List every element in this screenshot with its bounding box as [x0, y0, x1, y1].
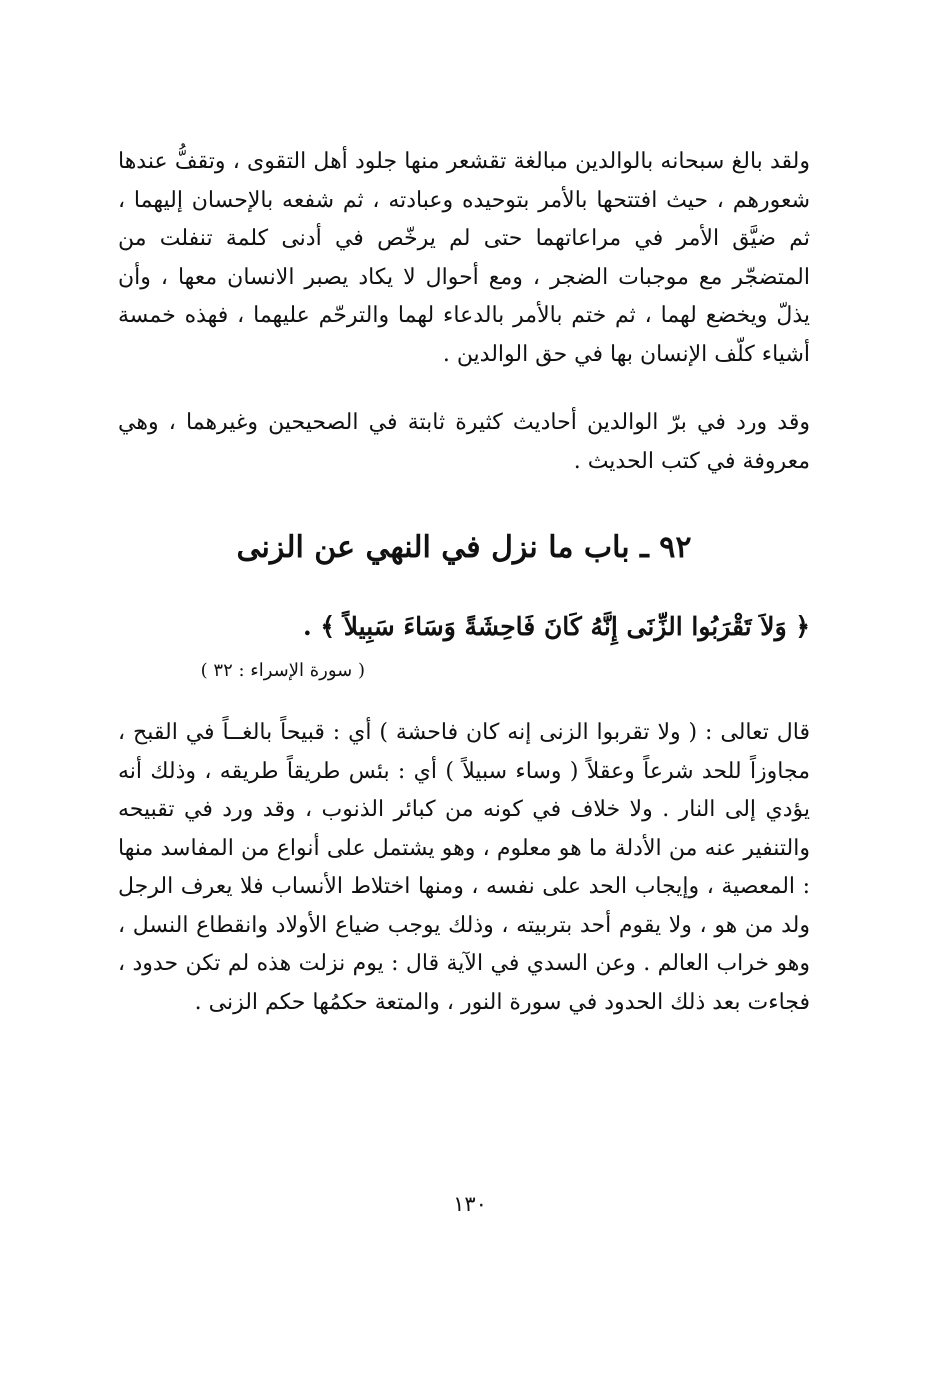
paragraph-commentary: قال تعالى : ( ولا تقربوا الزنى إنه كان فاحشة ) أي : قبيحاً بالغــاً في القبح ، مجاوزاً للحد شرعاً وعقلاً ( وساء سبيلاً ) أي : بئس طريقاً طريقه ، وذلك أنه يؤدي إلى النار . ولا خلاف في كونه من كبائر الذنوب ، وقد ورد في تقبيحه والتنفير عنه من الأدلة ما هو معلوم ، وهو يشتمل على أنواع من المفاسد منها : المعصية ، وإيجاب الحد على نفسه ، ومنها اختلاط الأنساب فلا يعرف الرجل ولد من هو ، ولا يقوم أحد بتربيته ، وذلك يوجب ضياع الأولاد وانقطاع النسل ، وهو خراب العالم . وعن السدي في الآية قال : يوم نزلت هذه لم تكن حدود ، فجاءت بعد ذلك الحدود في سورة النور ، والمتعة حكمُها حكم الزنى . — [118, 720, 810, 1015]
paragraph-hadith-note: وقد ورد في برّ الوالدين أحاديث كثيرة ثابتة في الصحيحين وغيرهما ، وهي معروفة في كتب الحديث . — [118, 410, 810, 474]
page-number: ١٣٠ — [453, 1192, 487, 1216]
chapter-heading: ٩٢ ـ باب ما نزل في النهي عن الزنى — [236, 530, 692, 565]
verse-reference: ( سورة الإسراء : ٣٢ ) — [200, 660, 365, 681]
quran-verse: ﴿ وَلاَ تَقْرَبُوا الزِّنَى إِنَّهُ كَانَ فَاحِشَةً وَسَاءَ سَبِيلاً ﴾ . — [303, 612, 810, 641]
paragraph-parents-honor: ولقد بالغ سبحانه بالوالدين مبالغة تقشعر منها جلود أهل التقوى ، وتقفُّ عندها شعورهم ، حيث افتتحها بالأمر بتوحيده وعبادته ، ثم شفعه بالإحسان إليهما ، ثم ضيَّق الأمر في مراعاتهما حتى لم يرخّص في أدنى كلمة تنفلت من المتضجّر مع موجبات الضجر ، ومع أحوال لا يكاد يصبر الانسان معها ، وأن يذلّ ويخضع لهما ، ثم ختم بالأمر بالدعاء لهما والترحّم عليهما ، فهذه خمسة أشياء كلّف الإنسان بها في حق الوالدين . — [118, 149, 810, 367]
